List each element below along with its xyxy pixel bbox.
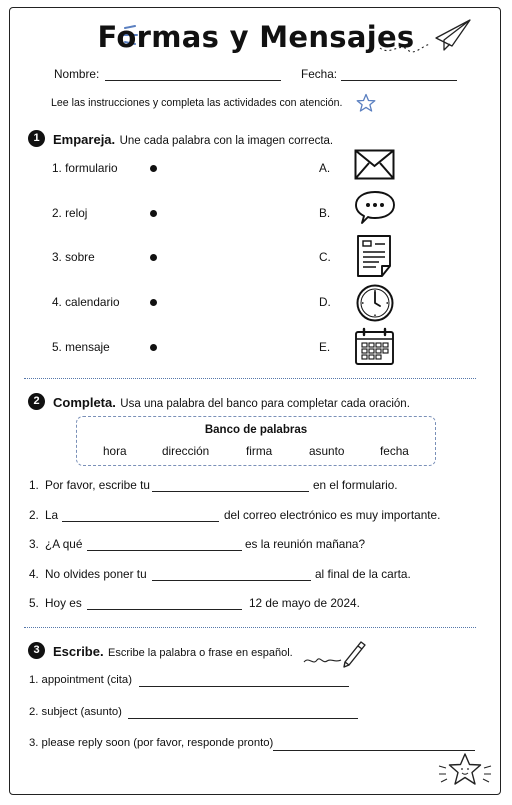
match-word-5: 5. mensaje	[52, 340, 110, 354]
date-label: Fecha:	[301, 67, 338, 81]
match-dot-3[interactable]	[150, 254, 157, 261]
write-item-2-line[interactable]	[128, 718, 358, 719]
sentence-3-number: 3.	[29, 537, 39, 551]
write-item-1-line[interactable]	[139, 686, 349, 687]
match-dot-5[interactable]	[150, 344, 157, 351]
section-divider-2	[24, 627, 476, 628]
match-letter-e: E.	[319, 340, 331, 354]
sentence-5-start: Hoy es	[45, 596, 82, 610]
write-item-3: 3. please reply soon (por favor, responde pronto)	[29, 737, 274, 749]
sentence-3-blank[interactable]	[87, 550, 242, 551]
sentence-2-end: del correo electrónico es muy importante.	[224, 508, 441, 522]
section-1-title: Empareja.	[53, 132, 116, 147]
sentence-3-end: es la reunión mañana?	[245, 537, 366, 551]
section-2-heading	[53, 394, 410, 412]
match-dot-4[interactable]	[150, 299, 157, 306]
match-letter-c: C.	[319, 250, 331, 264]
section-1-badge: 1	[28, 130, 45, 147]
word-bank-word-1: hora	[103, 444, 127, 458]
match-word-4: 4. calendario	[52, 295, 120, 309]
sentence-1-start: Por favor, escribe tu	[45, 478, 150, 492]
match-word-2: 2. reloj	[52, 206, 88, 220]
section-3-description: Escribe la palabra o frase en español.	[108, 647, 293, 659]
clock-icon[interactable]	[355, 283, 395, 323]
match-letter-b: B.	[319, 206, 331, 220]
section-2-title: Completa.	[53, 395, 116, 410]
envelope-icon[interactable]	[354, 149, 396, 181]
word-bank-title: Banco de palabras	[204, 424, 308, 436]
instructions-text: Lee las instrucciones y completa las actividades con atención.	[51, 97, 343, 109]
sentence-4-end: al final de la carta.	[315, 567, 411, 581]
sentence-2-number: 2.	[29, 508, 39, 522]
word-bank-word-5: fecha	[380, 444, 409, 458]
sentence-4-start: No olvides poner tu	[45, 567, 147, 581]
section-2-description: Usa una palabra del banco para completar cada oración.	[120, 398, 410, 410]
sentence-1-end: en el formulario.	[313, 478, 398, 492]
sentence-1-number: 1.	[29, 478, 39, 492]
sentence-5-end: 12 de mayo de 2024.	[249, 596, 360, 610]
paper-plane-icon	[378, 16, 474, 58]
sentence-5-blank[interactable]	[87, 609, 242, 610]
section-3-title: Escribe.	[53, 644, 104, 659]
match-dot-2[interactable]	[150, 210, 157, 217]
write-item-1: 1. appointment (cita)	[29, 674, 132, 686]
name-field[interactable]	[105, 80, 281, 81]
match-letter-a: A.	[319, 161, 331, 175]
sentence-4-number: 4.	[29, 567, 39, 581]
word-bank-word-3: firma	[246, 444, 273, 458]
sentence-3-start: ¿A qué	[45, 537, 83, 551]
form-document-icon[interactable]	[356, 234, 394, 278]
section-1-description: Une cada palabra con la imagen correcta.	[119, 135, 334, 147]
match-word-3: 3. sobre	[52, 250, 95, 264]
section-1-heading	[53, 131, 333, 149]
section-divider-1	[24, 378, 476, 379]
sentence-1-blank[interactable]	[152, 491, 309, 492]
match-letter-d: D.	[319, 295, 331, 309]
name-label: Nombre:	[54, 67, 100, 81]
write-item-3-line[interactable]	[273, 750, 475, 751]
write-item-2: 2. subject (asunto)	[29, 706, 122, 718]
smiling-star-icon	[437, 752, 493, 790]
sentence-2-blank[interactable]	[62, 521, 219, 522]
match-dot-1[interactable]	[150, 165, 157, 172]
date-field[interactable]	[341, 80, 457, 81]
calendar-icon[interactable]	[354, 327, 396, 367]
sentence-4-blank[interactable]	[152, 580, 311, 581]
speech-bubble-icon[interactable]	[354, 190, 396, 230]
match-word-1: 1. formulario	[52, 161, 118, 175]
section-3-heading	[53, 643, 293, 661]
page-title: Formas y Mensajes	[97, 20, 415, 54]
star-icon	[356, 93, 376, 113]
section-2-badge: 2	[28, 393, 45, 410]
word-bank-word-4: asunto	[309, 444, 345, 458]
word-bank-word-2: dirección	[162, 444, 210, 458]
sentence-2-start: La	[45, 508, 59, 522]
section-3-badge: 3	[28, 642, 45, 659]
sentence-5-number: 5.	[29, 596, 39, 610]
pencil-icon	[301, 636, 367, 670]
